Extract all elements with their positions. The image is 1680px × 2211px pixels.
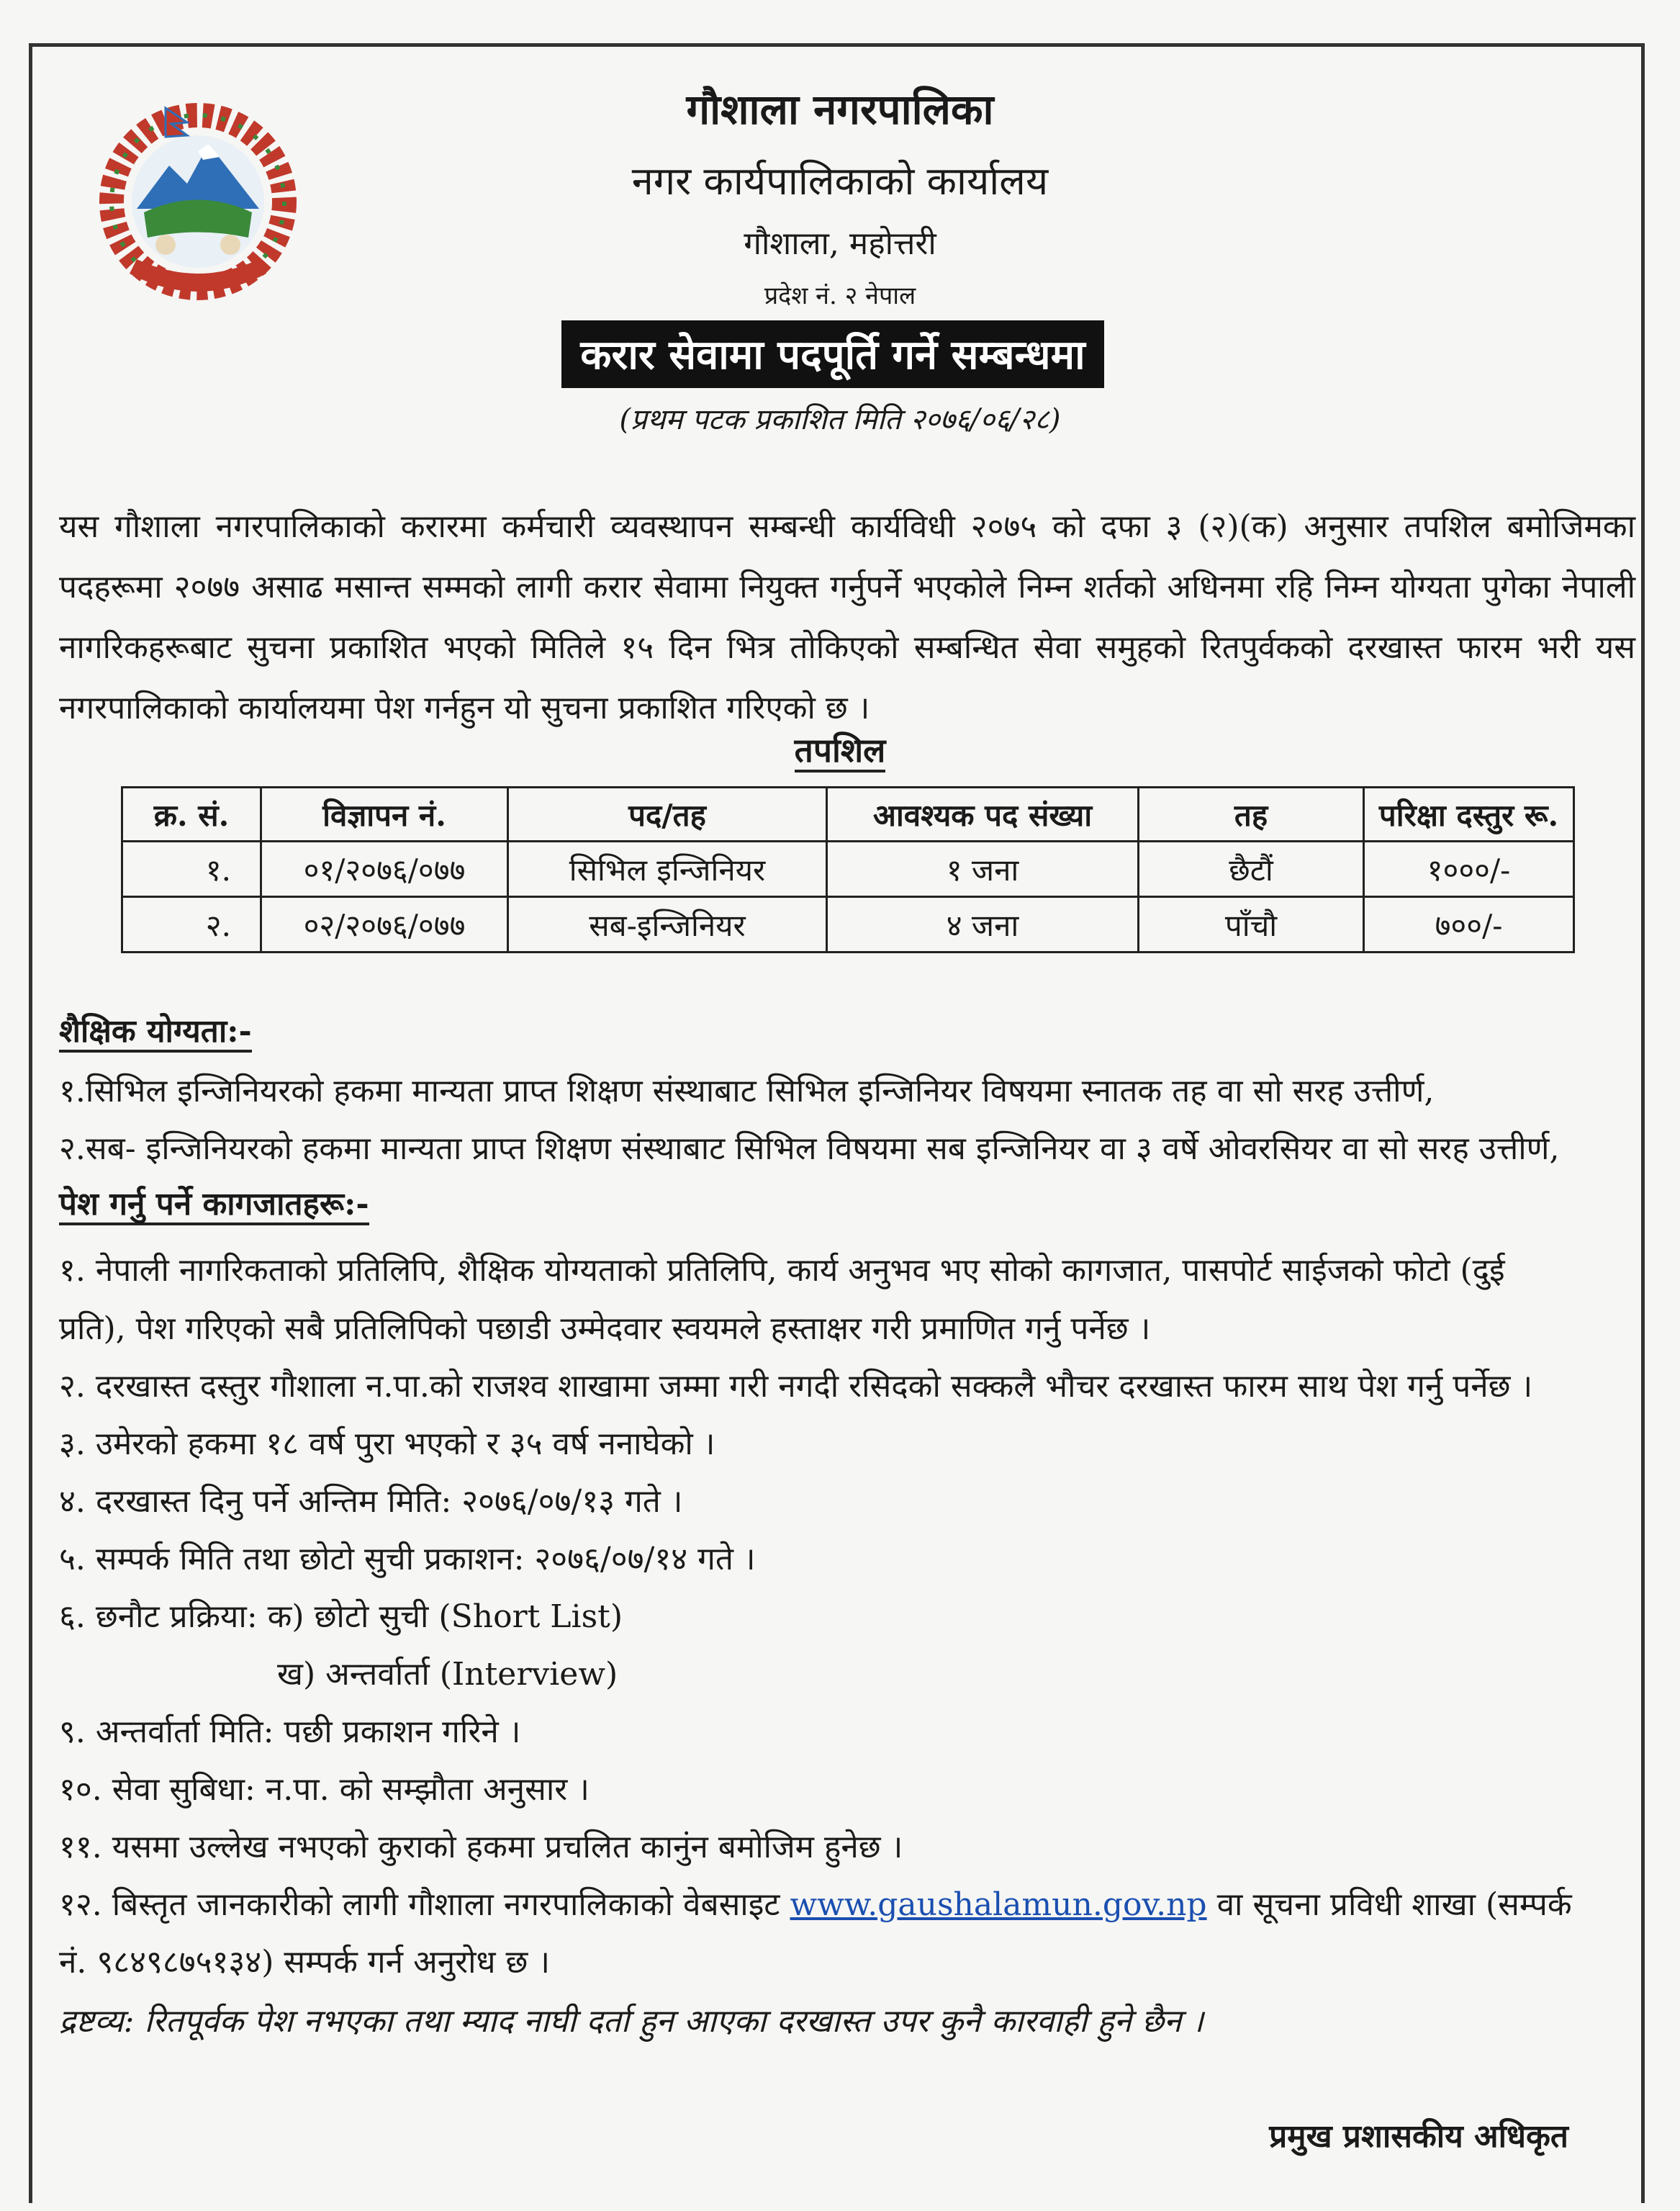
col-header-post: पद/तह <box>508 788 827 842</box>
col-header-level: तह <box>1139 788 1364 842</box>
note-text: द्रष्टव्य: रितपूर्वक पेश नभएका तथा म्याद नाघी दर्ता हुन आएका दरखास्त उपर कुनै कारवाही हुने छैन । <box>59 2003 1204 2040</box>
intro-paragraph: यस गौशाला नगरपालिकाको करारमा कर्मचारी व्यवस्थापन सम्बन्धी कार्यविधी २०७५ को दफा ३ (२)(क) अनुसार तपशिल बमोजिमका पदहरूमा २०७७ असाढ मसान्त सम्मको लागी करार सेवामा नियुक्त गर्नुपर्ने भएकोले निम्न शर्तको अधिनमा रहि निम्न योग्यता पुगेका नेपाली नागरिकहरूबाट सुचना प्रकाशित भएको मितिले १५ दिन भित्र तोकिएको सम्बन्धित सेवा समुहको रितपुर्वकको दरखास्त फारम भरी यस नगरपालिकाको कार्यालयमा पेश गर्नहुन यो सुचना प्रकाशित गरिएको छ । <box>59 508 1635 726</box>
document-item: ख) अन्तर्वार्ता (Interview) <box>277 1656 618 1693</box>
signature-title: प्रमुख प्रशासकीय अधिकृत <box>1269 2118 1568 2155</box>
document-item: ९. अन्तर्वार्ता मिति: पछी प्रकाशन गरिने । <box>59 1714 521 1750</box>
col-header-sn: क्र. सं. <box>122 788 261 842</box>
document-item: नं. ९८४९८७५१३४) सम्पर्क गर्न अनुरोध छ । <box>59 1944 551 1981</box>
cell-fee: ७००/- <box>1364 897 1574 953</box>
document-item: ११. यसमा उल्लेख नभएको कुराको हकमा प्रचलित कानुंन बमोजिम हुनेछ । <box>59 1829 903 1865</box>
cell-level: छैटौं <box>1139 842 1364 897</box>
documents-heading: पेश गर्नु पर्ने कागजातहरू:- <box>59 1181 369 1224</box>
cell-ad-no: ०२/२०७६/०७७ <box>261 897 508 953</box>
document-item: ६. छनौट प्रक्रिया: क) छोटो सुची (Short List) <box>59 1598 623 1635</box>
province-label: प्रदेश नं. २ नेपाल <box>764 282 916 310</box>
document-item: १. नेपाली नागरिकताको प्रतिलिपि, शैक्षिक योग्यताको प्रतिलिपि, कार्य अनुभव भए सोको कागजात, पासपोर्ट साईजको फोटो (दुई <box>59 1252 1505 1289</box>
office-name: नगर कार्यपालिकाको कार्यालय <box>631 158 1049 204</box>
qualification-heading: शैक्षिक योग्यता:- <box>59 1008 252 1051</box>
cell-count: ४ जना <box>827 897 1139 953</box>
document-item: ३. उमेरको हकमा १८ वर्ष पुरा भएको र ३५ वर्ष ननाघेको । <box>59 1426 715 1462</box>
document-item: २. दरखास्त दस्तुर गौशाला न.पा.को राजश्व शाखामा जम्मा गरी नगदी रसिदको सक्कलै भौचर दरखास्त फारम साथ पेश गर्नु पर्नेछ । <box>59 1368 1533 1405</box>
table-header-row <box>122 788 1574 842</box>
table-row <box>122 897 1574 953</box>
organization-name: गौशाला नगरपालिका <box>686 85 994 134</box>
document-item: १२. बिस्तृत जानकारीको लागी गौशाला नगरपालिकाको वेबसाइट www.gaushalamun.gov.np वा सूचना प्रविधी शाखा (सम्पर्क <box>59 1886 1572 1923</box>
table-title: तपशिल <box>0 727 1680 772</box>
published-date: (प्रथम पटक प्रकाशित मिति २०७६/०६/२८) <box>619 403 1061 436</box>
subject-banner <box>0 320 1680 388</box>
cell-post: सब-इन्जिनियर <box>508 897 827 953</box>
vacancy-table <box>121 786 1575 953</box>
website-link[interactable]: www.gaushalamun.gov.np <box>790 1886 1207 1923</box>
table-row <box>122 842 1574 897</box>
col-header-ad-no: विज्ञापन नं. <box>261 788 508 842</box>
cell-post: सिभिल इन्जिनियर <box>508 842 827 897</box>
cell-sn: १. <box>122 842 261 897</box>
cell-count: १ जना <box>827 842 1139 897</box>
qualification-item: १.सिभिल इन्जिनियरको हकमा मान्यता प्राप्त शिक्षण संस्थाबाट सिभिल इन्जिनियर विषयमा स्नातक तह वा सो सरह उत्तीर्ण, <box>59 1073 1435 1109</box>
document-item: ५. सम्पर्क मिति तथा छोटो सुची प्रकाशन: २०७६/०७/१४ गते । <box>59 1541 756 1577</box>
cell-sn: २. <box>122 897 261 953</box>
qualification-item: २.सब- इन्जिनियरको हकमा मान्यता प्राप्त शिक्षण संस्थाबाट सिभिल विषयमा सब इन्जिनियर वा ३ वर्षे ओवरसियर वा सो सरह उत्तीर्ण, <box>59 1130 1560 1167</box>
col-header-count: आवश्यक पद संख्या <box>827 788 1139 842</box>
cell-level: पाँचौ <box>1139 897 1364 953</box>
office-location: गौशाला, महोत्तरी <box>744 225 936 262</box>
col-header-fee: परिक्षा दस्तुर रू. <box>1364 788 1574 842</box>
cell-ad-no: ०१/२०७६/०७७ <box>261 842 508 897</box>
document-item: प्रति), पेश गरिएको सबै प्रतिलिपिको पछाडी उम्मेदवार स्वयमले हस्ताक्षर गरी प्रमाणित गर्नु पर्नेछ । <box>59 1310 1151 1347</box>
document-item: १०. सेवा सुबिधा: न.पा. को सम्झौता अनुसार । <box>59 1771 590 1808</box>
cell-fee: १०००/- <box>1364 842 1574 897</box>
subject-title: करार सेवामा पदपूर्ति गर्ने सम्बन्धमा <box>561 320 1103 388</box>
document-item: ४. दरखास्त दिनु पर्ने अन्तिम मिति: २०७६/०७/१३ गते । <box>59 1483 683 1520</box>
